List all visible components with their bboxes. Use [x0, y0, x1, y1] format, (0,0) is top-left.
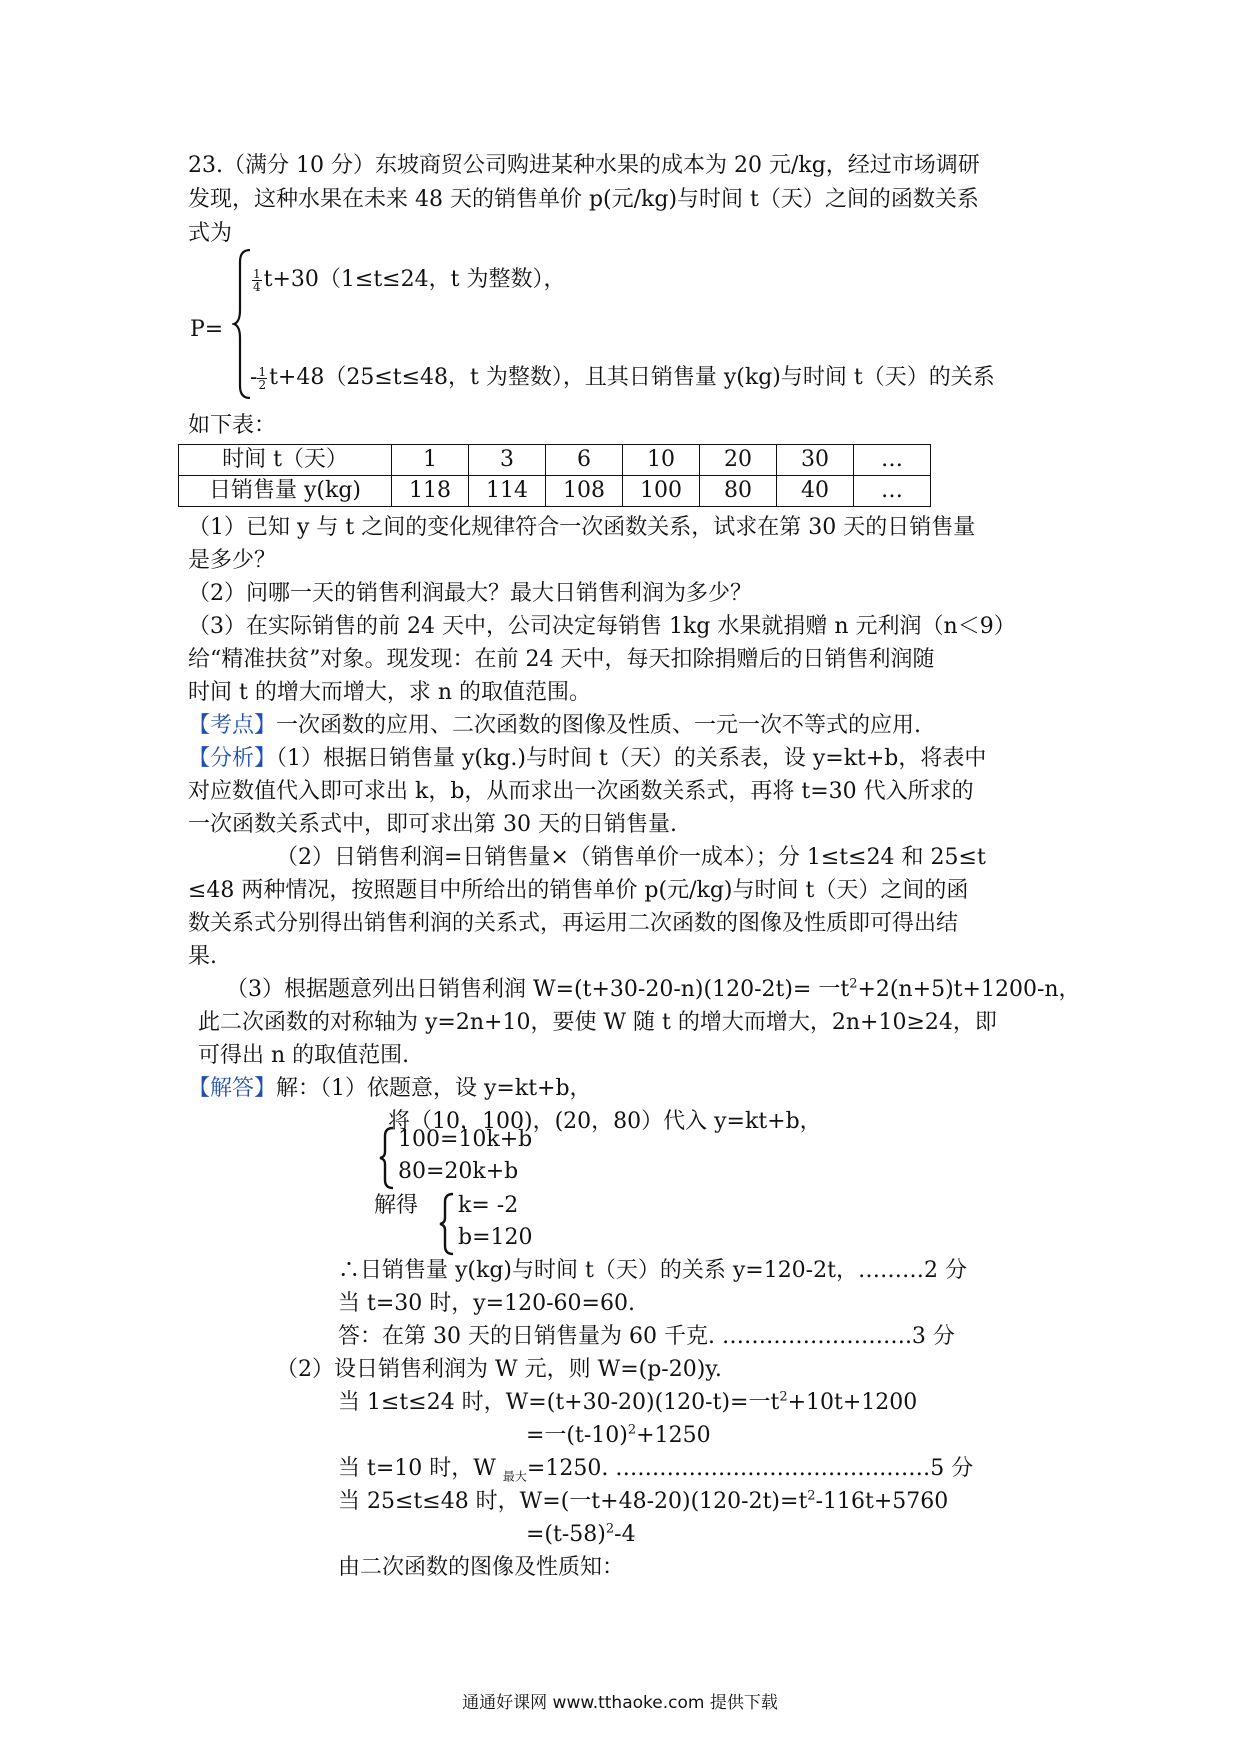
table-cell: 20 [700, 445, 777, 476]
system-brace-1 [378, 1126, 396, 1190]
jieda-line-2: 将（10，100)，(20，80）代入 y=kt+b， [388, 1109, 822, 1134]
table-cell: 6 [546, 445, 623, 476]
kaodian-line: 【考点】一次函数的应用、二次函数的图像及性质、一元一次不等式的应用. [188, 713, 922, 738]
table-row [179, 476, 931, 507]
table-cell: … [854, 476, 931, 507]
fenxi-line-2: 对应数值代入即可求出 k，b，从而求出一次函数关系式，再将 t=30 代入所求的 [188, 779, 974, 804]
question-3-line-3: 时间 t 的增大而增大，求 n 的取值范围。 [188, 680, 591, 705]
question-1-line-2: 是多少？ [188, 548, 277, 573]
p-label: P= [190, 317, 224, 342]
solve-label: 解得 [374, 1193, 419, 1218]
kaodian-label: 【考点】 [188, 713, 277, 738]
fenxi-line-4: （2）日销售利润=日销售量×（销售单价一成本）；分 1≤t≤24 和 25≤t [276, 845, 986, 870]
system-1-eq-2: 80=20k+b [398, 1159, 519, 1184]
jieda-line-6: （2）设日销售利润为 W 元，则 W=(p-20)y. [276, 1357, 722, 1382]
fenxi-line-1: 【分析】（1）根据日销售量 y(kg.)与时间 t（天）的关系表，设 y=kt+b，将表中 [188, 746, 987, 771]
jieda-line-4: 当 t=30 时，y=120-60=60. [338, 1291, 635, 1316]
table-row [179, 445, 931, 476]
problem-line-4: 如下表： [188, 413, 277, 438]
problem-line-2: 发现，这种水果在未来 48 天的销售单价 p(元/kg)与时间 t（天）之间的函数关系 [188, 187, 979, 212]
jieda-line-3: ∴日销售量 y(kg)与时间 t（天）的关系 y=120-2t，………2 分 [338, 1258, 967, 1283]
jieda-line-12: 由二次函数的图像及性质知： [338, 1555, 625, 1580]
table-cell: 10 [623, 445, 700, 476]
fenxi-line-6: 数关系式分别得出销售利润的关系式，再运用二次函数的图像及性质即可得出结 [188, 911, 959, 936]
question-3-line-2: 给“精准扶贫”对象。现发现：在前 24 天中，每天扣除捐赠后的日销售利润随 [188, 647, 935, 672]
sales-table [178, 444, 931, 507]
system-2-eq-2: b=120 [458, 1225, 533, 1250]
table-cell: 80 [700, 476, 777, 507]
table-cell: 40 [777, 476, 854, 507]
fenxi-line-8: （3）根据题意列出日销售利润 W=(t+30-20-n)(120-2t)= 一$t^2+2(n+5)t+1200-n$， [226, 976, 1081, 1002]
system-1-eq-1: 100=10k+b [398, 1127, 533, 1152]
table-cell: 108 [546, 476, 623, 507]
table-cell: 1 [392, 445, 469, 476]
fraction-one-quarter: $\frac{1}{4}$ [253, 266, 261, 294]
jieda-line-5: 答：在第 30 天的日销售量为 60 千克. …………….……….3 分 [338, 1324, 955, 1349]
fenxi-label: 【分析】 [188, 746, 277, 771]
jieda-line-1: 【解答】解：（1）依题意，设 y=kt+b， [188, 1076, 592, 1101]
piece-1: $\frac{1}{4}$ t+30（1≤t≤24，t 为整数）， [253, 266, 566, 294]
problem-line-1: 23.（满分 10 分）东坡商贸公司购进某种水果的成本为 20 元/kg，经过市场调研 [188, 153, 980, 178]
fraction-one-half: $\frac{1}{2}$ [258, 364, 267, 392]
jieda-line-7: 当 1≤t≤24 时，W=(t+30-20)(120-t)=一$t^2+10t+1200$ [338, 1389, 918, 1415]
jieda-line-8: =一$(t-10)^2+1250$ [526, 1422, 711, 1448]
jieda-line-10: 当 25≤t≤48 时，W=(一$t+48-20)(120-2t)=t^2-116t+5760$ [338, 1488, 949, 1514]
piece-2: - $\frac{1}{2}$ t+48（25≤t≤48，t 为整数），且其日销售量 y(kg)与时间 t（天）的关系 [250, 364, 995, 392]
table-cell: 118 [392, 476, 469, 507]
jieda-line-9: 当 t=10 时，W $_{最大}$=1250. ……………………………….……5 分 [338, 1456, 974, 1484]
table-cell: 时间 t（天） [179, 445, 392, 476]
jieda-label: 【解答】 [188, 1076, 277, 1101]
problem-line-3: 式为 [188, 221, 233, 246]
table-cell: 114 [469, 476, 546, 507]
table-cell: 100 [623, 476, 700, 507]
page-footer: 通通好课网 www.tthaoke.com 提供下载 [462, 1693, 778, 1713]
fenxi-line-9: 此二次函数的对称轴为 y=2n+10，要使 W 随 t 的增大而增大，2n+10≥24，即 [198, 1010, 997, 1035]
fenxi-line-10: 可得出 n 的取值范围. [198, 1043, 410, 1068]
fenxi-line-5: ≤48 两种情况，按照题目中所给出的销售单价 p(元/kg)与时间 t（天）之间的函 [188, 878, 969, 903]
table-cell: 30 [777, 445, 854, 476]
jieda-line-11: $=(t-58)^2-4$ [526, 1521, 636, 1547]
fenxi-line-7: 果. [188, 944, 217, 969]
table-cell: 日销售量 y(kg) [179, 476, 392, 507]
fenxi-line-3: 一次函数关系式中，即可求出第 30 天的日销售量. [188, 812, 677, 837]
table-cell: 3 [469, 445, 546, 476]
system-2-eq-1: k= -2 [458, 1193, 519, 1218]
question-2: （2）问哪一天的销售利润最大？最大日销售利润为多少？ [188, 581, 752, 606]
table-cell: … [854, 445, 931, 476]
question-1-line-1: （1）已知 y 与 t 之间的变化规律符合一次函数关系，试求在第 30 天的日销售量 [188, 515, 976, 540]
question-3-line-1: （3）在实际销售的前 24 天中，公司决定每销售 1kg 水果就捐赠 n 元利润（n＜9） [188, 614, 1016, 639]
system-brace-2 [438, 1192, 456, 1256]
